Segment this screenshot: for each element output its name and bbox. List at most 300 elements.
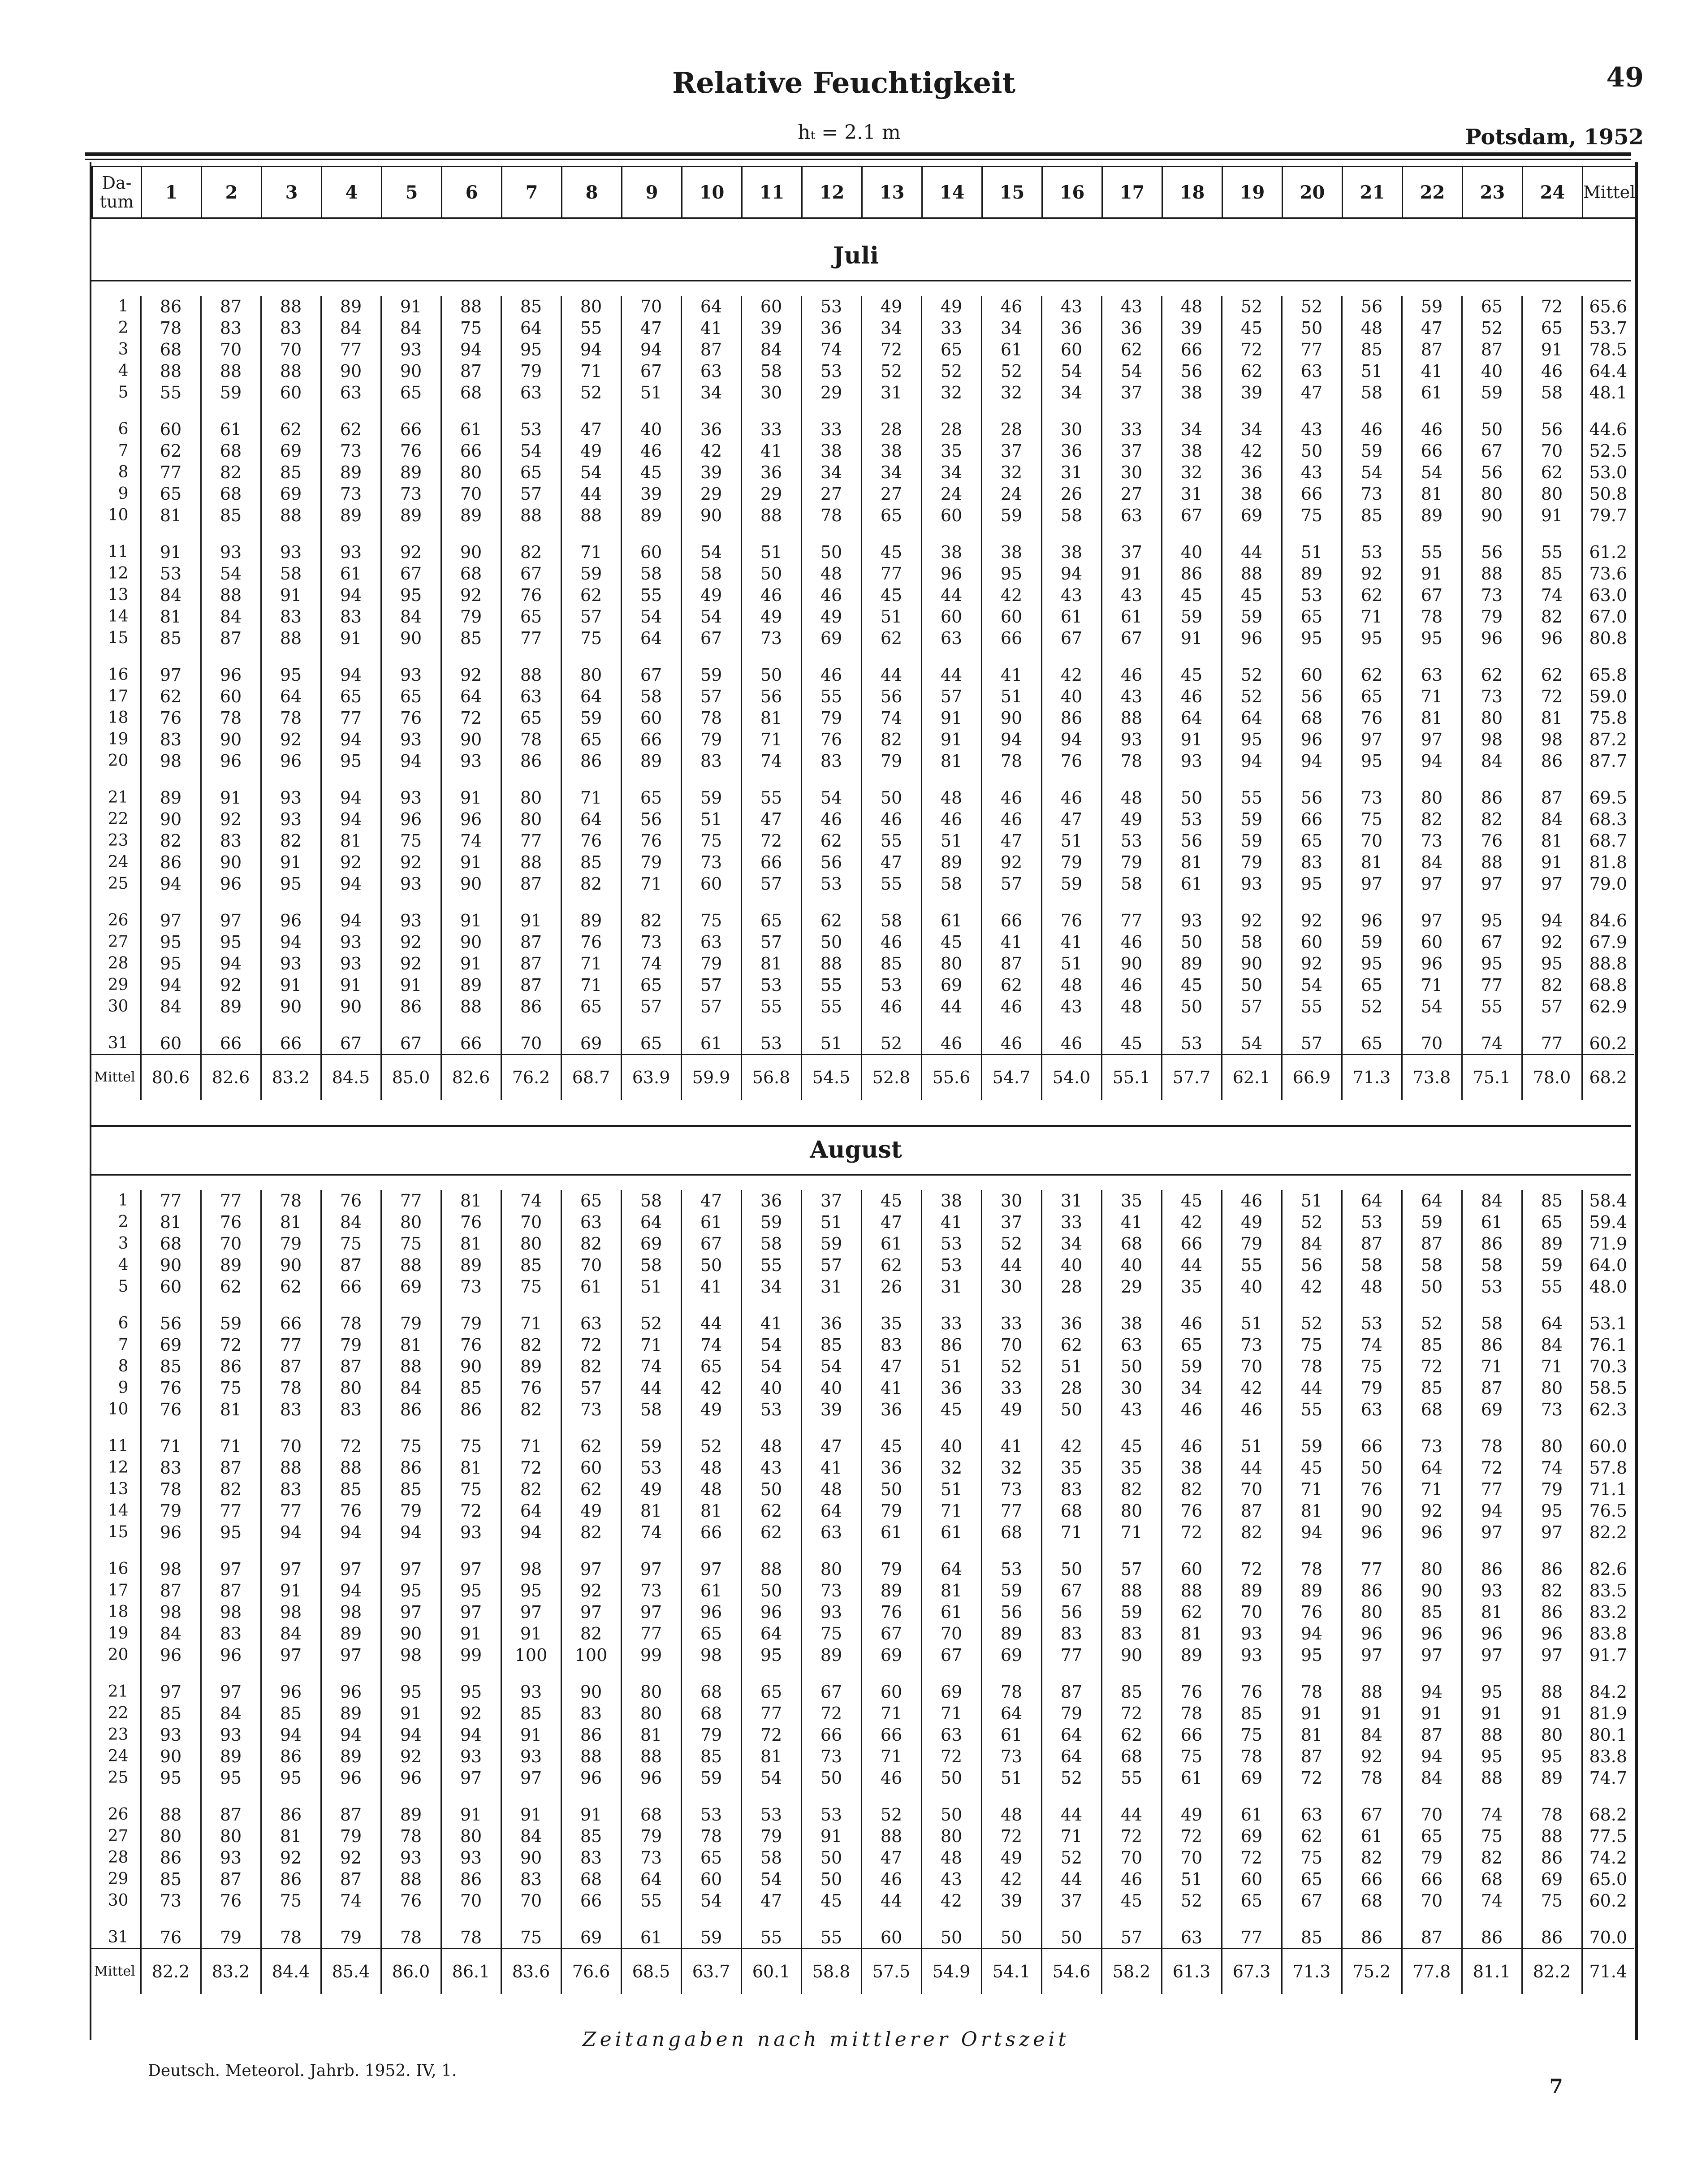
humidity-cell: 52 <box>981 1356 1041 1377</box>
gap-cell <box>1162 1017 1222 1033</box>
humidity-cell: 80 <box>561 664 621 686</box>
humidity-cell: 58 <box>861 910 921 931</box>
humidity-cell: 66 <box>681 1522 741 1543</box>
humidity-cell: 67 <box>1342 1804 1402 1825</box>
humidity-cell: 88 <box>1162 1580 1222 1601</box>
humidity-cell: 94 <box>1402 1746 1462 1767</box>
humidity-cell: 90 <box>141 1746 201 1767</box>
humidity-cell: 90 <box>1342 1500 1402 1522</box>
humidity-cell: 88 <box>321 1457 381 1479</box>
humidity-cell: 45 <box>1162 584 1222 606</box>
humidity-cell: 87 <box>501 873 561 895</box>
humidity-cell: 77 <box>1462 1479 1522 1500</box>
humidity-cell: 52 <box>1282 1211 1342 1233</box>
humidity-cell: 89 <box>381 505 441 526</box>
gap-cell <box>921 895 981 910</box>
humidity-cell: 51 <box>1282 1190 1342 1211</box>
gap-cell <box>1101 1912 1162 1927</box>
humidity-cell: 46 <box>1101 974 1162 996</box>
gap-cell <box>381 1017 441 1033</box>
humidity-cell: 92 <box>261 1847 321 1868</box>
humidity-cell: 81 <box>201 1399 261 1420</box>
gap-cell <box>381 526 441 541</box>
humidity-cell: 35 <box>1162 1276 1222 1297</box>
humidity-cell: 92 <box>321 852 381 873</box>
humidity-cell: 88 <box>561 1746 621 1767</box>
gap-cell <box>91 1789 141 1804</box>
humidity-cell: 36 <box>861 1457 921 1479</box>
humidity-cell: 66 <box>981 627 1041 649</box>
gap-cell <box>441 1543 501 1558</box>
humidity-cell: 70 <box>1162 1847 1222 1868</box>
humidity-cell: 95 <box>261 873 321 895</box>
humidity-cell: 76 <box>1162 1681 1222 1703</box>
gap-cell <box>981 1789 1041 1804</box>
humidity-cell: 45 <box>1222 584 1282 606</box>
humidity-cell: 74 <box>1462 1890 1522 1912</box>
humidity-cell: 72 <box>1222 1558 1282 1580</box>
humidity-cell: 55 <box>1402 541 1462 563</box>
humidity-cell: 32 <box>981 462 1041 483</box>
hour-header-1: 1 <box>142 167 202 218</box>
humidity-cell: 90 <box>441 541 501 563</box>
humidity-cell: 50 <box>741 664 801 686</box>
humidity-cell: 80 <box>561 296 621 317</box>
humidity-cell: 49 <box>681 1399 741 1420</box>
humidity-cell: 88 <box>1342 1681 1402 1703</box>
hourly-mean-cell: 83.2 <box>261 1055 321 1100</box>
humidity-cell: 96 <box>321 1767 381 1789</box>
month-title-juli: Juli <box>833 242 879 269</box>
day-cell: 27 <box>108 1827 129 1845</box>
humidity-cell: 97 <box>141 910 201 931</box>
humidity-cell: 94 <box>1222 750 1282 772</box>
humidity-cell: 94 <box>321 1580 381 1601</box>
humidity-cell: 79 <box>321 1825 381 1847</box>
humidity-cell: 46 <box>1162 1436 1222 1457</box>
humidity-cell: 57 <box>801 1254 861 1276</box>
humidity-cell: 59 <box>1462 382 1522 403</box>
humidity-cell: 48 <box>681 1457 741 1479</box>
gap-cell <box>1522 1420 1582 1436</box>
humidity-cell: 36 <box>681 419 741 440</box>
humidity-cell: 78 <box>1522 1804 1582 1825</box>
gap-cell <box>681 1666 741 1681</box>
humidity-cell: 94 <box>1282 1522 1342 1543</box>
humidity-cell: 61 <box>1342 1825 1402 1847</box>
humidity-cell: 71 <box>861 1746 921 1767</box>
gap-cell <box>981 1543 1041 1558</box>
humidity-cell: 78 <box>1402 606 1462 627</box>
humidity-cell: 93 <box>1162 910 1222 931</box>
hourly-mean-cell: 54.5 <box>801 1055 861 1100</box>
measurement-height: hₜ = 2.1 m <box>798 121 901 144</box>
humidity-cell: 52 <box>861 1804 921 1825</box>
humidity-cell: 36 <box>1041 440 1101 462</box>
humidity-cell: 89 <box>561 910 621 931</box>
day-cell: 4 <box>118 362 129 380</box>
gap-cell <box>981 526 1041 541</box>
humidity-cell: 91 <box>381 974 441 996</box>
humidity-cell: 26 <box>1041 483 1101 505</box>
humidity-cell: 76 <box>1282 1601 1342 1623</box>
time-note: Zeitangaben nach mittlerer Ortszeit <box>583 2028 1070 2051</box>
humidity-cell: 97 <box>1462 1644 1522 1666</box>
humidity-cell: 57 <box>681 996 741 1017</box>
humidity-cell: 55 <box>141 382 201 403</box>
humidity-cell: 87 <box>201 296 261 317</box>
humidity-cell: 94 <box>441 339 501 360</box>
humidity-cell: 40 <box>621 419 681 440</box>
day-cell: 9 <box>118 484 129 503</box>
humidity-cell: 81 <box>261 1211 321 1233</box>
humidity-cell: 88 <box>1462 1724 1522 1746</box>
humidity-cell: 69 <box>261 483 321 505</box>
pentad-gap <box>91 649 1634 664</box>
humidity-cell: 50 <box>801 931 861 953</box>
humidity-cell: 58 <box>1462 1313 1522 1334</box>
humidity-cell: 65 <box>141 483 201 505</box>
humidity-cell: 78 <box>1222 1746 1282 1767</box>
humidity-cell: 68 <box>1101 1746 1162 1767</box>
humidity-cell: 55 <box>801 1927 861 1949</box>
humidity-cell: 94 <box>1522 910 1582 931</box>
humidity-cell: 88 <box>501 664 561 686</box>
humidity-cell: 55 <box>1462 996 1522 1017</box>
humidity-cell: 79 <box>621 852 681 873</box>
humidity-cell: 95 <box>201 1522 261 1543</box>
humidity-cell: 88 <box>261 296 321 317</box>
humidity-cell: 51 <box>621 1276 681 1297</box>
gap-cell <box>141 1666 201 1681</box>
humidity-cell: 73 <box>1342 483 1402 505</box>
humidity-cell: 54 <box>741 1767 801 1789</box>
humidity-cell: 83 <box>201 830 261 852</box>
humidity-cell: 48 <box>1041 974 1101 996</box>
humidity-cell: 57 <box>1222 996 1282 1017</box>
humidity-cell: 78 <box>501 729 561 750</box>
humidity-cell: 63 <box>921 627 981 649</box>
humidity-cell: 87 <box>681 339 741 360</box>
humidity-cell: 91 <box>261 1580 321 1601</box>
humidity-cell: 56 <box>981 1601 1041 1623</box>
humidity-cell: 45 <box>861 541 921 563</box>
day-mean-cell: 65.8 <box>1582 664 1634 686</box>
gap-cell <box>91 1543 141 1558</box>
humidity-cell: 89 <box>1402 505 1462 526</box>
humidity-cell: 52 <box>1222 664 1282 686</box>
humidity-cell: 59 <box>621 1436 681 1457</box>
humidity-cell: 46 <box>981 996 1041 1017</box>
humidity-cell: 59 <box>201 382 261 403</box>
day-cell: 26 <box>108 1805 129 1824</box>
humidity-cell: 51 <box>1041 830 1101 852</box>
humidity-cell: 24 <box>981 483 1041 505</box>
humidity-cell: 42 <box>681 1377 741 1399</box>
humidity-cell: 61 <box>1162 1767 1222 1789</box>
humidity-cell: 83 <box>201 317 261 339</box>
humidity-cell: 79 <box>1041 852 1101 873</box>
humidity-cell: 88 <box>1462 852 1522 873</box>
day-cell: 1 <box>118 1191 129 1210</box>
humidity-cell: 48 <box>1162 296 1222 317</box>
humidity-cell: 32 <box>921 382 981 403</box>
humidity-cell: 72 <box>441 1500 501 1522</box>
humidity-cell: 48 <box>741 1436 801 1457</box>
humidity-cell: 64 <box>1402 1457 1462 1479</box>
humidity-cell: 74 <box>1462 1033 1522 1055</box>
humidity-cell: 95 <box>201 931 261 953</box>
day-row <box>91 1254 1634 1276</box>
humidity-cell: 32 <box>981 382 1041 403</box>
humidity-cell: 90 <box>261 1254 321 1276</box>
day-cell: 19 <box>108 1624 129 1643</box>
gap-cell <box>921 649 981 664</box>
hourly-mean-cell: 82.6 <box>441 1055 501 1100</box>
hourly-mean-cell: 62.1 <box>1222 1055 1282 1100</box>
humidity-cell: 84 <box>1402 1767 1462 1789</box>
gap-cell <box>441 1666 501 1681</box>
humidity-cell: 58 <box>1522 382 1582 403</box>
day-row <box>91 1623 1634 1644</box>
monthly-mean-row <box>91 1055 1634 1100</box>
day-cell: 31 <box>108 1928 129 1946</box>
humidity-cell: 89 <box>321 505 381 526</box>
humidity-cell: 79 <box>801 707 861 729</box>
gap-cell <box>861 526 921 541</box>
humidity-cell: 52 <box>1282 296 1342 317</box>
humidity-cell: 50 <box>861 787 921 809</box>
gap-cell <box>501 1297 561 1313</box>
humidity-cell: 61 <box>921 1601 981 1623</box>
gap-cell <box>621 772 681 787</box>
humidity-cell: 88 <box>261 627 321 649</box>
gap-cell <box>741 1017 801 1033</box>
humidity-cell: 53 <box>741 1033 801 1055</box>
humidity-cell: 59 <box>1162 606 1222 627</box>
hourly-mean-cell: 67.3 <box>1222 1949 1282 1994</box>
humidity-cell: 60 <box>861 1681 921 1703</box>
humidity-cell: 71 <box>921 1500 981 1522</box>
humidity-cell: 82 <box>1342 1847 1402 1868</box>
humidity-cell: 64 <box>1522 1313 1582 1334</box>
gap-cell <box>561 1666 621 1681</box>
humidity-cell: 76 <box>501 1377 561 1399</box>
humidity-cell: 90 <box>441 931 501 953</box>
humidity-cell: 97 <box>141 1681 201 1703</box>
humidity-cell: 69 <box>981 1644 1041 1666</box>
humidity-cell: 85 <box>1402 1377 1462 1399</box>
humidity-cell: 66 <box>1402 440 1462 462</box>
day-cell: 14 <box>108 1501 129 1520</box>
gap-cell <box>861 649 921 664</box>
hourly-mean-cell: 82.2 <box>1522 1949 1582 1994</box>
humidity-cell: 62 <box>1342 664 1402 686</box>
humidity-cell: 96 <box>741 1601 801 1623</box>
humidity-cell: 84 <box>381 1377 441 1399</box>
humidity-cell: 69 <box>1222 1767 1282 1789</box>
gap-cell <box>321 1017 381 1033</box>
humidity-cell: 38 <box>981 541 1041 563</box>
humidity-cell: 61 <box>321 563 381 584</box>
day-cell: 2 <box>118 319 129 337</box>
humidity-cell: 64 <box>501 317 561 339</box>
humidity-cell: 65 <box>381 382 441 403</box>
humidity-cell: 45 <box>1101 1033 1162 1055</box>
humidity-cell: 92 <box>441 1703 501 1724</box>
humidity-cell: 79 <box>441 606 501 627</box>
hourly-mean-cell: 71.3 <box>1342 1055 1402 1100</box>
humidity-cell: 72 <box>861 339 921 360</box>
humidity-cell: 90 <box>1222 953 1282 974</box>
humidity-cell: 95 <box>1462 910 1522 931</box>
humidity-cell: 87 <box>1402 1233 1462 1254</box>
gap-cell <box>1402 1017 1462 1033</box>
humidity-cell: 72 <box>801 1703 861 1724</box>
humidity-cell: 34 <box>1162 419 1222 440</box>
humidity-cell: 68 <box>141 339 201 360</box>
humidity-cell: 64 <box>441 686 501 707</box>
hourly-mean-cell: 54.6 <box>1041 1949 1101 1994</box>
day-cell: 17 <box>108 1581 129 1600</box>
humidity-cell: 89 <box>1162 953 1222 974</box>
gap-cell <box>1041 649 1101 664</box>
gap-cell <box>1222 649 1282 664</box>
humidity-cell: 82 <box>561 1356 621 1377</box>
humidity-cell: 47 <box>861 1356 921 1377</box>
humidity-cell: 91 <box>501 1724 561 1746</box>
day-row <box>91 1724 1634 1746</box>
gap-cell <box>321 1420 381 1436</box>
humidity-cell: 87 <box>141 1580 201 1601</box>
humidity-cell: 90 <box>381 1623 441 1644</box>
humidity-cell: 46 <box>1222 1399 1282 1420</box>
humidity-cell: 76 <box>801 729 861 750</box>
humidity-cell: 57 <box>561 1377 621 1399</box>
humidity-cell: 53 <box>861 974 921 996</box>
humidity-cell: 83 <box>261 606 321 627</box>
humidity-cell: 85 <box>1402 1334 1462 1356</box>
humidity-cell: 32 <box>981 1457 1041 1479</box>
humidity-cell: 48 <box>1342 1276 1402 1297</box>
gap-cell <box>801 403 861 419</box>
humidity-cell: 65 <box>501 707 561 729</box>
humidity-cell: 83 <box>141 1457 201 1479</box>
day-cell: 6 <box>118 1314 129 1332</box>
humidity-cell: 96 <box>921 563 981 584</box>
gap-cell <box>1222 1017 1282 1033</box>
humidity-cell: 92 <box>1342 563 1402 584</box>
gap-cell <box>1522 772 1582 787</box>
gap-cell <box>981 772 1041 787</box>
humidity-cell: 95 <box>141 1767 201 1789</box>
humidity-cell: 88 <box>1101 1580 1162 1601</box>
gap-cell <box>681 403 741 419</box>
humidity-cell: 56 <box>621 809 681 830</box>
humidity-cell: 86 <box>1462 1558 1522 1580</box>
humidity-cell: 47 <box>621 317 681 339</box>
day-row <box>91 953 1634 974</box>
day-mean-cell: 70.3 <box>1582 1356 1634 1377</box>
humidity-cell: 52 <box>681 1436 741 1457</box>
day-cell: 21 <box>108 1682 129 1701</box>
day-mean-cell: 88.8 <box>1582 953 1634 974</box>
humidity-cell: 71 <box>1522 1356 1582 1377</box>
hourly-mean-cell: 61.3 <box>1162 1949 1222 1994</box>
humidity-cell: 41 <box>981 931 1041 953</box>
humidity-cell: 90 <box>321 360 381 382</box>
humidity-cell: 65 <box>1402 1825 1462 1847</box>
humidity-cell: 63 <box>801 1522 861 1543</box>
gap-cell <box>861 1017 921 1033</box>
humidity-cell: 66 <box>981 910 1041 931</box>
humidity-cell: 77 <box>201 1190 261 1211</box>
gap-cell <box>441 895 501 910</box>
gap-cell <box>981 895 1041 910</box>
humidity-cell: 62 <box>801 910 861 931</box>
day-row <box>91 1868 1634 1890</box>
humidity-cell: 60 <box>921 606 981 627</box>
humidity-cell: 73 <box>981 1746 1041 1767</box>
humidity-cell: 61 <box>561 1276 621 1297</box>
humidity-cell: 45 <box>921 1399 981 1420</box>
humidity-cell: 46 <box>801 584 861 606</box>
gap-cell <box>201 526 261 541</box>
humidity-cell: 94 <box>1402 750 1462 772</box>
humidity-cell: 75 <box>1162 1746 1222 1767</box>
gap-cell <box>801 1789 861 1804</box>
day-cell: 20 <box>108 1646 129 1664</box>
gap-cell <box>1041 895 1101 910</box>
humidity-cell: 94 <box>321 664 381 686</box>
humidity-cell: 71 <box>1402 974 1462 996</box>
humidity-cell: 44 <box>561 483 621 505</box>
day-row <box>91 1703 1634 1724</box>
humidity-cell: 78 <box>261 707 321 729</box>
humidity-cell: 70 <box>501 1033 561 1055</box>
humidity-cell: 67 <box>1402 584 1462 606</box>
humidity-cell: 59 <box>1402 296 1462 317</box>
humidity-cell: 85 <box>261 1703 321 1724</box>
humidity-cell: 49 <box>981 1399 1041 1420</box>
humidity-cell: 54 <box>681 541 741 563</box>
hour-header-5: 5 <box>382 167 442 218</box>
humidity-cell: 88 <box>141 360 201 382</box>
humidity-cell: 74 <box>621 1356 681 1377</box>
humidity-cell: 70 <box>441 1890 501 1912</box>
humidity-cell: 87 <box>1342 1233 1402 1254</box>
humidity-cell: 63 <box>681 931 741 953</box>
day-row <box>91 852 1634 873</box>
day-cell: 21 <box>108 788 129 807</box>
humidity-cell: 66 <box>621 729 681 750</box>
humidity-cell: 49 <box>561 1500 621 1522</box>
humidity-cell: 76 <box>1162 1500 1222 1522</box>
humidity-cell: 65 <box>921 339 981 360</box>
gap-cell <box>201 1543 261 1558</box>
humidity-cell: 96 <box>381 809 441 830</box>
humidity-cell: 48 <box>921 1847 981 1868</box>
humidity-cell: 86 <box>261 1804 321 1825</box>
humidity-cell: 76 <box>141 1927 201 1949</box>
humidity-cell: 69 <box>861 1644 921 1666</box>
gap-cell <box>1462 1017 1522 1033</box>
humidity-cell: 93 <box>501 1681 561 1703</box>
gap-cell <box>561 403 621 419</box>
day-row <box>91 830 1634 852</box>
humidity-cell: 86 <box>381 996 441 1017</box>
humidity-cell: 75 <box>801 1623 861 1644</box>
